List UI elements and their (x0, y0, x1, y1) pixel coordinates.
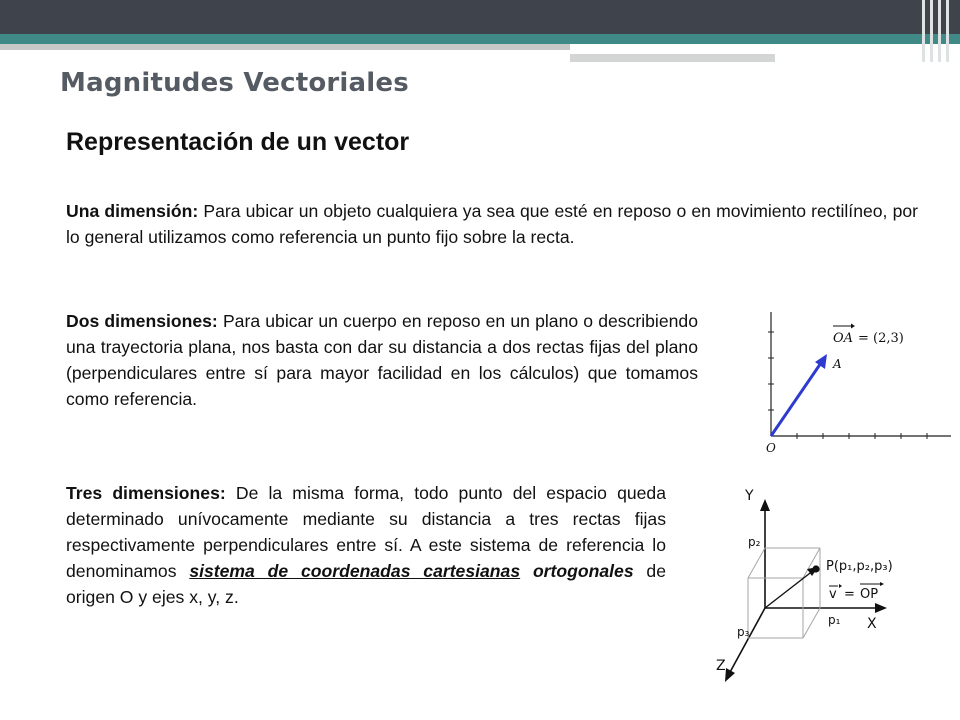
vector-label: OA (833, 331, 854, 346)
y-axis-arrow (760, 499, 770, 511)
v-overbar-arrow (839, 584, 842, 588)
decor-vertical-stripes (922, 0, 952, 62)
figure-2d-vector (755, 300, 955, 460)
slide-title: Magnitudes Vectoriales (60, 68, 409, 98)
one-dimension-text: Para ubicar un objeto cualquiera ya sea que esté en reposo o en movimiento rectilíneo, por lo general utilizamos como referencia un punto fijo sobre la recta. (66, 201, 919, 247)
two-dimension-label: Dos dimensiones: (66, 311, 218, 331)
y-axis-label: Y (745, 488, 754, 504)
z-axis-label: Z (716, 658, 726, 674)
p3-label: p₃ (737, 625, 750, 639)
three-dimension-emphasis-b: ortogonales (532, 561, 634, 581)
vector-oa (771, 360, 823, 436)
op-overbar-arrow (880, 582, 884, 586)
point-p (812, 565, 819, 572)
one-dimension-label: Una dimensión: (66, 201, 199, 221)
p1-label: p₁ (828, 613, 841, 627)
z-axis (729, 608, 765, 674)
top-dark-band (0, 0, 960, 34)
three-dimension-emphasis-a: sistema de coordenadas cartesianas (189, 561, 521, 581)
x-axis-arrow (875, 603, 887, 613)
figure-3d-coordinates (710, 478, 930, 708)
three-dimension-paragraph (66, 480, 666, 610)
point-p-label: P(p₁,p₂,p₃) (826, 559, 893, 574)
decor-line (0, 44, 570, 50)
x-axis-label: X (867, 616, 877, 632)
three-dimension-text-b: de origen O y ejes x, y, z. (66, 561, 666, 607)
vector-overbar-arrow (851, 324, 855, 329)
vector-op (765, 570, 814, 608)
slide-subtitle: Representación de un vector (66, 128, 410, 156)
one-dimension-paragraph (66, 198, 918, 250)
three-dimension-text-a: De la misma forma, todo punto del espacio queda determinado unívocamente mediante su distancia a tres rectas fijas respectivamente perpendiculares entre sí. A este sistema de referencia lo denominamos (66, 483, 666, 581)
equals-sign: = (844, 587, 855, 602)
decor-line-short (570, 54, 775, 62)
vector-equation: = (2,3) (858, 331, 904, 346)
vector-v-label: v (829, 587, 837, 602)
origin-label: O (766, 441, 776, 455)
point-a-label: A (833, 357, 842, 371)
decor-line-white (570, 48, 890, 51)
p2-label: p₂ (748, 535, 761, 549)
two-dimension-paragraph (66, 308, 698, 412)
z-axis-arrow (725, 668, 735, 682)
three-dimension-label: Tres dimensiones: (66, 483, 226, 503)
vector-op-label: OP (860, 587, 879, 602)
top-teal-band (0, 34, 960, 44)
two-dimension-text: Para ubicar un cuerpo en reposo en un plano o describiendo una trayectoria plana, nos basta con dar su distancia a dos rectas fijas del plano (perpendiculares entre sí para mayor facilidad en los cálculos) que tomamos como referencia. (66, 311, 698, 409)
